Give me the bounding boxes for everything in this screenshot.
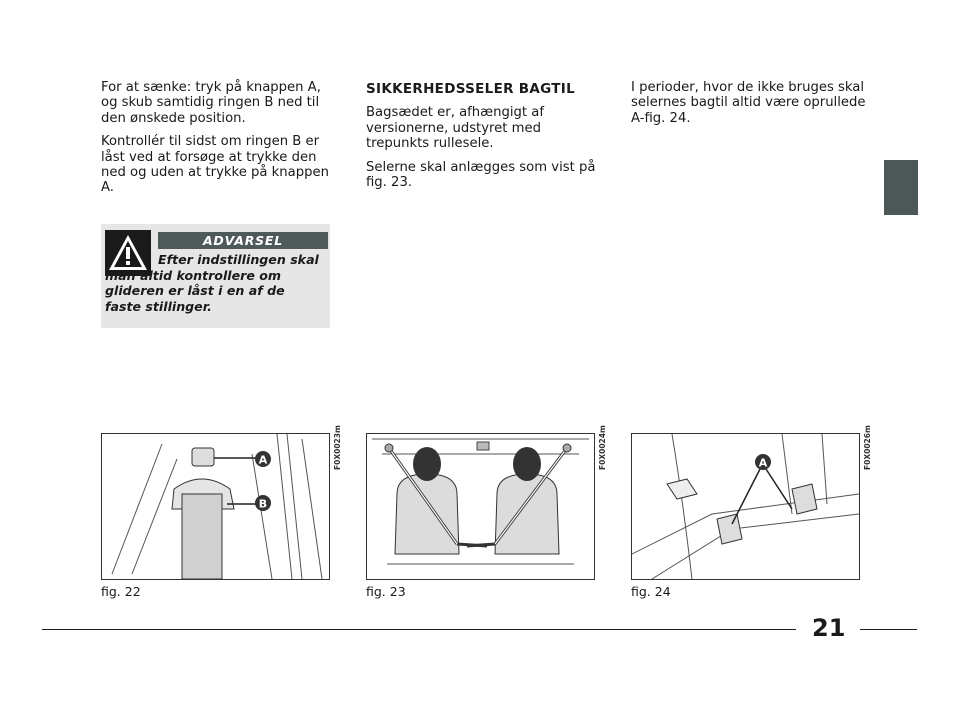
section-heading: SIKKERHEDSSELER BAGTIL	[366, 81, 576, 97]
column-middle	[366, 82, 606, 198]
warning-box	[101, 224, 330, 328]
figure-24	[631, 433, 860, 580]
figure-23-code: F0X0024m	[598, 425, 607, 470]
paragraph-check-ring: Kontrollér til sidst om ringen B er låst ved at forsøge at trykke den ned og uden at trykke på knappen A.	[101, 134, 329, 196]
paragraph-rear-seat: Bagsædet er, afhængigt af versionerne, udstyret med trepunkts rullesele.	[366, 105, 544, 152]
footer-rule-left	[42, 629, 796, 630]
warning-text: Efter indstillingen skal man altid kontrollere om glideren er låst i en af de faste stillinger.	[105, 252, 319, 314]
column-right	[631, 80, 871, 134]
paragraph-fasten-belts: Selerne skal anlægges som vist på fig. 23.	[366, 159, 596, 191]
figure-24-code: F0X0026m	[863, 425, 872, 470]
label-b: B	[258, 497, 268, 511]
section-tab	[884, 160, 918, 215]
column-left	[101, 80, 337, 204]
figure-24-caption: fig. 24	[631, 584, 671, 599]
figure-22	[101, 433, 330, 580]
warning-label: ADVARSEL	[158, 232, 328, 249]
label-a: A	[258, 453, 268, 467]
footer-rule-right	[860, 629, 917, 630]
label-a: A	[758, 456, 768, 470]
figure-22-caption: fig. 22	[101, 584, 141, 599]
page-number: 21	[812, 614, 846, 642]
paragraph-retract-belts: I perioder, hvor de ikke bruges skal selernes bagtil altid være oprullede A-fig. 24.	[631, 80, 866, 126]
paragraph-lower-instruction: For at sænke: tryk på knappen A, og skub samtidig ringen B ned til den ønskede position.	[101, 80, 321, 126]
figure-22-code: F0X0023m	[333, 425, 342, 470]
figure-23	[366, 433, 595, 580]
figure-23-caption: fig. 23	[366, 584, 406, 599]
